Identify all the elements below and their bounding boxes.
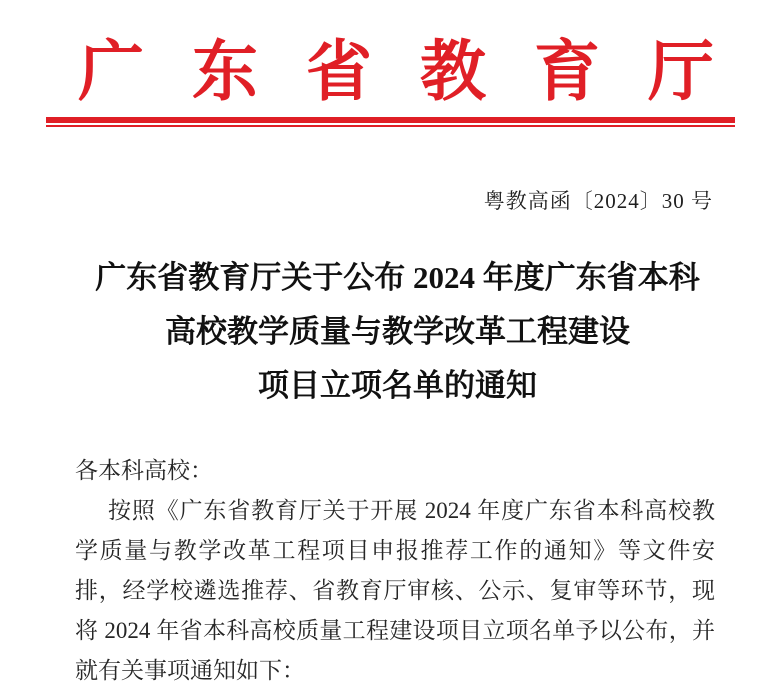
paragraph-line: 学质量与教学改革工程项目申报推荐工作的通知》等文件安 [75,538,715,563]
notice-title-line-3: 项目立项名单的通知 [258,368,537,403]
paragraph-line: 就有关事项通知如下： [75,658,305,683]
agency-char: 教 [420,36,486,109]
agency-char: 育 [534,36,600,109]
notice-title [14,251,781,413]
document-reference-number: 粤教高函〔2024〕30 号 [483,189,713,213]
letterhead-rule-thin [46,125,735,127]
agency-char: 东 [192,36,258,109]
notice-title-line-1: 广东省教育厅关于公布 2024 年度广东省本科 [95,260,700,295]
agency-letterhead [78,36,714,110]
agency-char: 厅 [648,36,714,109]
paragraph-line: 按照《广东省教育厅关于开展 2024 年度广东省本科高校教 [108,498,715,523]
paragraph-line: 排，经学校遴选推荐、省教育厅审核、公示、复审等环节，现 [75,578,715,603]
letterhead-rule-thick [46,117,735,123]
agency-char: 广 [78,36,144,109]
agency-char: 省 [306,36,372,109]
notice-title-line-2: 高校教学质量与教学改革工程建设 [165,314,630,349]
notice-body [75,451,715,691]
salutation: 各本科高校： [75,458,213,483]
paragraph-line: 将 2024 年省本科高校质量工程建设项目立项名单予以公布，并 [75,618,715,643]
